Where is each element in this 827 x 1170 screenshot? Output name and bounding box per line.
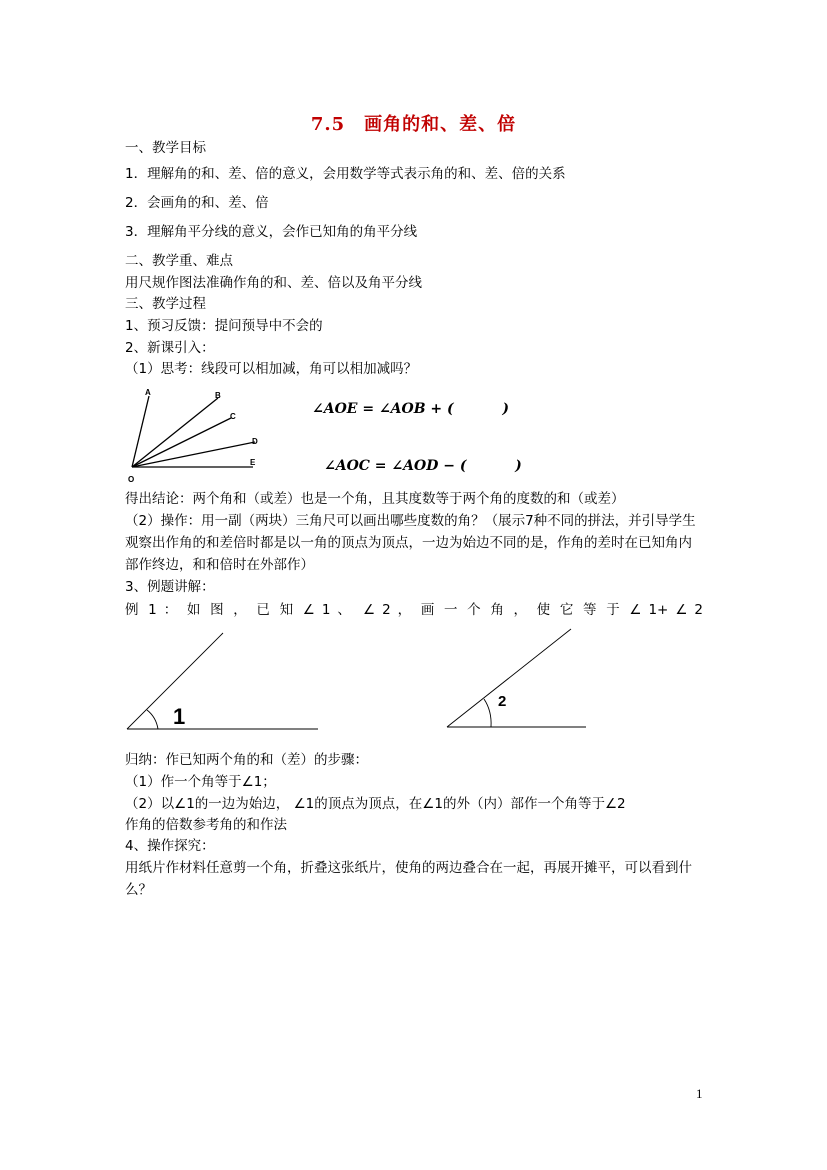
page-title: 7.5 画角的和、差、倍 <box>310 114 517 135</box>
goal-item-3: 3．理解角平分线的意义，会作已知角的角平分线 <box>125 224 418 240</box>
rays-figure <box>125 386 265 486</box>
angle-1-label: 1 <box>173 704 186 729</box>
section-heading-keypoints: 二、教学重、难点 <box>125 253 233 269</box>
step-1-text: 1、预习反馈：提问预导中不会的 <box>125 318 323 334</box>
summary-step-1: （1）作一个角等于∠1； <box>125 774 276 790</box>
operation-text: （2）操作：用一副（两块）三角尺可以画出哪些度数的角？（展示7种不同的拼法，并引导学生观察出作角的和差倍时都是以一角的顶点为顶点，一边为始边不同的是，作角的差时在已知角内部作终边，和和倍时在外部作） <box>125 513 696 573</box>
section-heading-process: 三、教学过程 <box>125 296 206 312</box>
think-question: （1）思考：线段可以相加减，角可以相加减吗？ <box>125 361 418 377</box>
angle-2-figure <box>446 628 596 728</box>
keypoint-text: 用尺规作图法准确作角的和、差、倍以及角平分线 <box>125 275 422 291</box>
label-b: B <box>215 391 221 400</box>
label-e: E <box>250 458 256 467</box>
formula-sum: ∠AOE = ∠AOB + ( ) <box>312 401 510 417</box>
step-2-text: 2、新课引入： <box>125 340 215 356</box>
label-c: C <box>230 412 236 421</box>
angle-1-figure <box>125 631 325 731</box>
summary-step-2: （2）以∠1的一边为始边， ∠1的顶点为顶点，在∠1的外（内）部作一个角等于∠2 <box>125 796 626 812</box>
label-d: D <box>252 437 258 446</box>
summary-note: 作角的倍数参考角的和作法 <box>125 817 287 833</box>
goal-item-2: 2．会画角的和、差、倍 <box>125 195 269 211</box>
example-1-text: 例 1 ： 如 图 ， 已 知 ∠ 1 、 ∠ 2 ， 画 一 个 角 ， 使 它 等 于 ∠ 1+ ∠ 2 <box>125 602 703 618</box>
section-heading-goals: 一、教学目标 <box>125 140 206 156</box>
summary-heading: 归纳：作已知两个角的和（差）的步骤： <box>125 752 368 768</box>
conclusion-text: 得出结论：两个角和（或差）也是一个角，且其度数等于两个角的度数的和（或差） <box>125 491 625 507</box>
goal-item-1: 1．理解角的和、差、倍的意义，会用数学等式表示角的和、差、倍的关系 <box>125 166 566 182</box>
page-number: 1 <box>696 1086 703 1101</box>
step-4-text: 4、操作探究： <box>125 838 215 854</box>
step-3-text: 3、例题讲解： <box>125 579 215 595</box>
label-o: O <box>128 475 135 484</box>
explore-text: 用纸片作材料任意剪一个角，折叠这张纸片，使角的两边叠合在一起，再展开摊平，可以看到什么？ <box>125 860 692 898</box>
label-a: A <box>145 388 151 397</box>
formula-difference: ∠AOC = ∠AOD − ( ) <box>324 458 522 474</box>
angle-2-label: 2 <box>498 693 507 710</box>
